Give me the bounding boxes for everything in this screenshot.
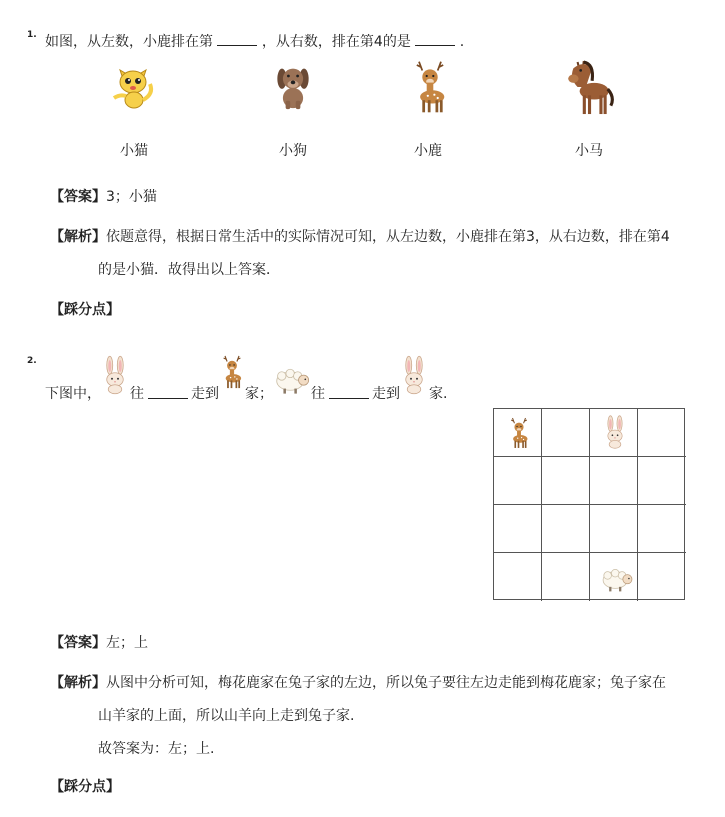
grid-cell xyxy=(542,553,590,601)
sheep-icon xyxy=(597,567,635,593)
deer-icon xyxy=(218,348,246,396)
points-tag: 【踩分点】 xyxy=(50,779,120,795)
stem-text-a: 如图，从左数，小鹿排在第 xyxy=(45,34,213,50)
analysis-conclusion: 故答案为：左；上. xyxy=(98,741,215,757)
grid-cell xyxy=(542,505,590,553)
stem-text-c: . xyxy=(459,34,465,50)
answer-blank xyxy=(217,45,257,46)
horse-icon xyxy=(563,55,615,119)
question-number: 1. xyxy=(27,30,37,40)
analysis-tag: 【解析】 xyxy=(50,675,106,691)
answer-tag: 【答案】 xyxy=(50,189,106,205)
grid-cell xyxy=(494,553,542,601)
answer-text: 左；上 xyxy=(106,635,148,651)
answer-text: 3；小猫 xyxy=(106,189,157,205)
grid-cell xyxy=(590,505,638,553)
grid-cell xyxy=(542,457,590,505)
stem-text: 往 xyxy=(130,386,144,402)
sheep-icon xyxy=(270,366,312,396)
animal-label: 小狗 xyxy=(279,143,307,159)
animal-label: 小鹿 xyxy=(414,143,442,159)
grid-cell xyxy=(638,409,686,457)
question-stem xyxy=(45,31,464,51)
answer-line xyxy=(50,632,148,652)
stem-text: 下图中， xyxy=(45,386,101,402)
analysis-text: 从图中分析可知，梅花鹿家在兔子家的左边，所以兔子要往左边走能到梅花鹿家；兔子家在 xyxy=(106,675,666,691)
cat-icon xyxy=(110,60,160,110)
stem-text-b: ，从右数，排在第4的是 xyxy=(261,34,411,50)
analysis-tag: 【解析】 xyxy=(50,229,106,245)
dog-icon xyxy=(270,60,316,114)
deer-icon xyxy=(506,412,532,454)
answer-blank xyxy=(148,398,188,399)
answer-line xyxy=(50,186,157,206)
animal-grid xyxy=(493,408,685,600)
grid-cell xyxy=(638,505,686,553)
deer-icon xyxy=(408,55,452,119)
answer-tag: 【答案】 xyxy=(50,635,106,651)
analysis-continuation: 的是小猫．故得出以上答案． xyxy=(98,262,280,278)
points-tag: 【踩分点】 xyxy=(50,302,120,318)
answer-blank xyxy=(329,398,369,399)
animal-label: 小猫 xyxy=(120,143,148,159)
stem-text: 走到 xyxy=(191,386,219,402)
analysis-text: 依题意得，根据日常生活中的实际情况可知，从左边数，小鹿排在第3，从右边数，排在第4 xyxy=(106,229,670,245)
grid-cell xyxy=(638,457,686,505)
stem-text: 走到 xyxy=(372,386,400,402)
stem-text: 家. xyxy=(429,386,448,402)
rabbit-icon xyxy=(602,412,628,452)
answer-blank xyxy=(415,45,455,46)
grid-cell xyxy=(542,409,590,457)
grid-cell xyxy=(494,505,542,553)
analysis-line xyxy=(50,672,666,692)
animal-label: 小马 xyxy=(575,143,603,159)
question-number: 2. xyxy=(27,356,37,366)
grid-cell xyxy=(638,553,686,601)
analysis-continuation: 山羊家的上面，所以山羊向上走到兔子家. xyxy=(98,708,355,724)
rabbit-icon xyxy=(100,352,130,398)
stem-text: 往 xyxy=(311,386,325,402)
analysis-line xyxy=(50,226,670,246)
grid-cell xyxy=(590,457,638,505)
rabbit-icon xyxy=(399,352,429,398)
stem-text: 家； xyxy=(245,386,273,402)
grid-cell xyxy=(494,457,542,505)
